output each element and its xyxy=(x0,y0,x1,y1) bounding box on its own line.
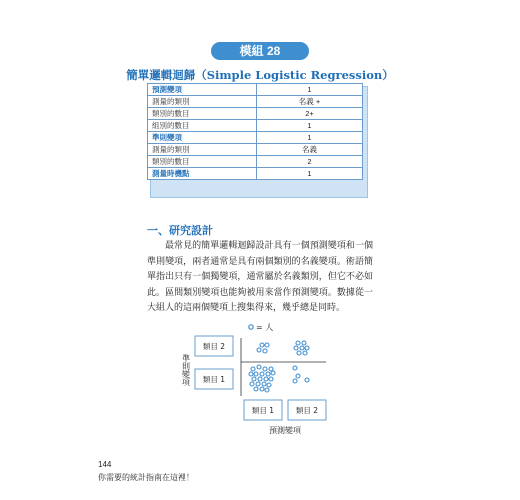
person-dot xyxy=(305,378,309,382)
row-label: 類別的數目 xyxy=(148,108,257,120)
row-label: 類別的數目 xyxy=(148,156,257,168)
person-dots xyxy=(249,341,309,392)
person-dot xyxy=(258,377,262,381)
person-dot xyxy=(260,343,264,347)
person-dot xyxy=(260,387,264,391)
x-category-label-1: 類目 1 xyxy=(251,406,275,415)
person-dot xyxy=(265,343,269,347)
person-dot xyxy=(269,367,273,371)
person-dot xyxy=(302,341,306,345)
person-dot xyxy=(297,351,301,355)
person-dot xyxy=(256,382,260,386)
row-label: 測量的類別 xyxy=(148,144,257,156)
row-label: 準則變項 xyxy=(148,132,257,144)
person-dot xyxy=(257,348,261,352)
person-dot xyxy=(293,379,297,383)
person-dot xyxy=(257,365,261,369)
person-dot xyxy=(296,341,300,345)
person-dot xyxy=(296,374,300,378)
x-axis-label: 預測變項 xyxy=(269,426,301,435)
section-heading: 一、研究設計 xyxy=(147,224,213,237)
legend-label: = 人 xyxy=(256,323,274,332)
person-dot xyxy=(263,367,267,371)
person-dot xyxy=(305,346,309,350)
y-category-label-1: 類目 1 xyxy=(202,375,226,384)
page-number: 144 xyxy=(98,460,112,469)
row-value: 2+ xyxy=(257,108,363,120)
paragraph-text: 最常見的簡單邏輯迴歸設計具有一個預測變項和一個準則變項，兩者通常是具有兩個類別的名義變項。術語簡單指出只有一個獨變項，通常屬於名義類別，但它不必如此。區間類別變項也能夠被用來當作預測變項。數據從一大組人的這兩個變項上搜集得來，幾乎總是同時。 xyxy=(147,241,373,313)
footer-text: 你需要的統計指南在這裡！ xyxy=(98,473,194,482)
y-axis-label: 準則變項 xyxy=(181,354,191,386)
person-dot xyxy=(251,367,255,371)
person-dot xyxy=(262,382,266,386)
row-value: 2 xyxy=(257,156,363,168)
row-label: 組別的數目 xyxy=(148,120,257,132)
person-dot xyxy=(303,351,307,355)
person-dot xyxy=(263,349,267,353)
person-dot xyxy=(293,366,297,370)
person-dot xyxy=(271,371,275,375)
row-label: 預測變項 xyxy=(148,84,257,96)
row-value: 名義 + xyxy=(257,96,363,108)
y-category-label-2: 類目 2 xyxy=(202,342,226,351)
x-category-label-2: 類目 2 xyxy=(295,406,319,415)
person-dot xyxy=(249,372,253,376)
row-value: 1 xyxy=(257,84,363,96)
row-value: 1 xyxy=(257,120,363,132)
row-label: 測量的類別 xyxy=(148,96,257,108)
module-badge: 模組 28 xyxy=(211,42,309,60)
person-dot xyxy=(265,388,269,392)
row-value: 1 xyxy=(257,168,363,180)
person-dot xyxy=(266,372,270,376)
legend-dot-icon xyxy=(249,325,253,329)
module-title: 簡單邏輯迴歸（Simple Logistic Regression） xyxy=(126,68,394,82)
person-dot xyxy=(267,383,271,387)
person-dot xyxy=(254,372,258,376)
row-value: 名義 xyxy=(257,144,363,156)
person-dot xyxy=(294,346,298,350)
row-value: 1 xyxy=(257,132,363,144)
person-dot xyxy=(254,387,258,391)
person-dot xyxy=(260,372,264,376)
row-label: 測量時機點 xyxy=(148,168,257,180)
person-dot xyxy=(250,382,254,386)
person-dot xyxy=(252,377,256,381)
person-dot xyxy=(269,377,273,381)
person-dot xyxy=(300,346,304,350)
person-dot xyxy=(264,377,268,381)
